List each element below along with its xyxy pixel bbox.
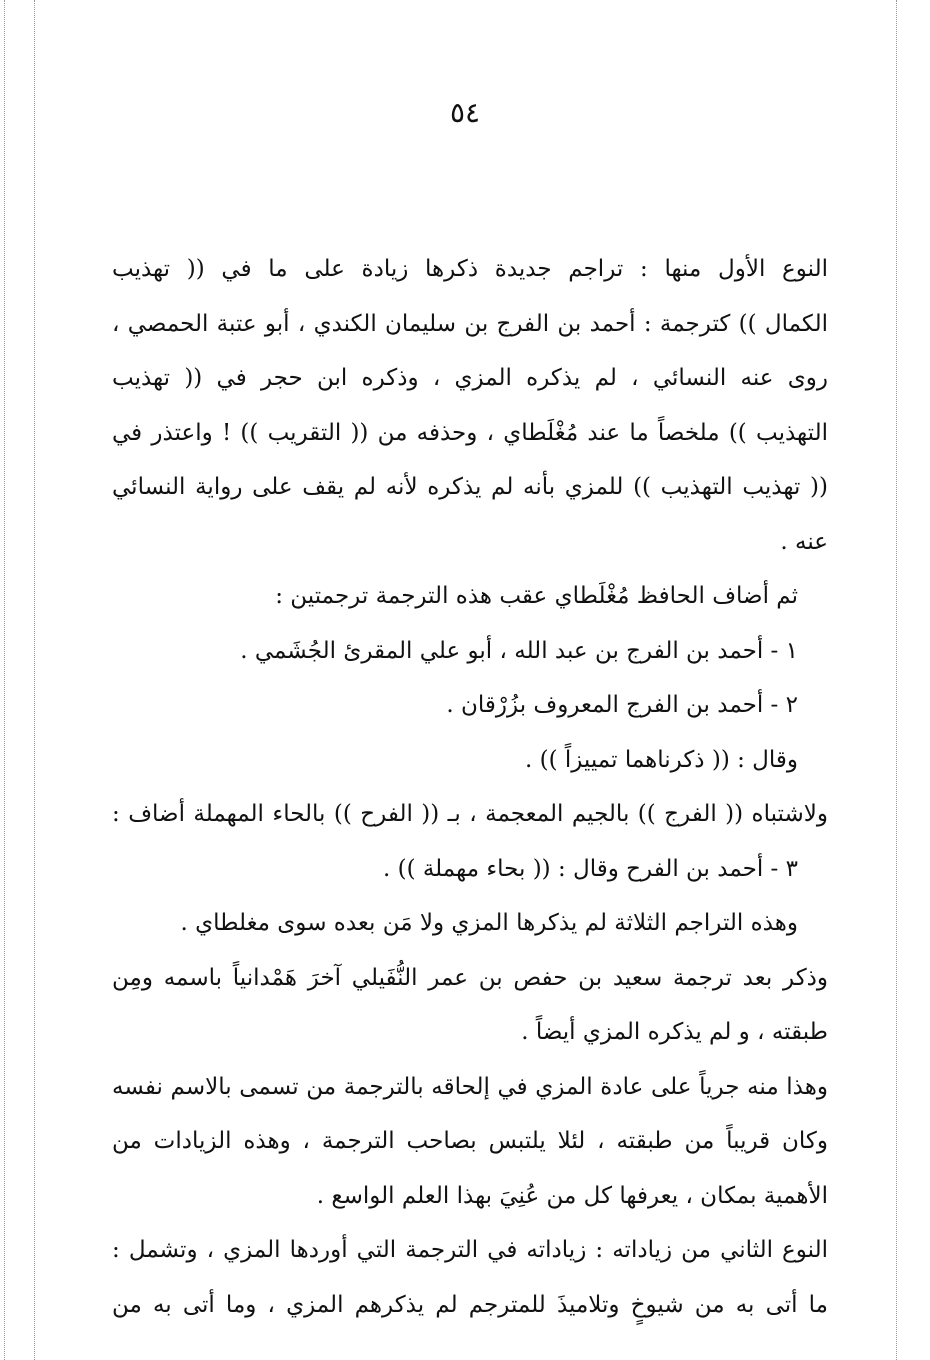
text-line: روى عنه النسائي ، لم يذكره المزي ، وذكره ابن حجر في (( تهذيب (112, 365, 828, 391)
text-line: (( تهذيب التهذيب )) للمزي بأنه لم يذكره لأنه لم يقف على رواية النسائي (112, 474, 828, 500)
text-line: وهذه التراجم الثلاثة لم يذكرها المزي ولا مَن بعده سوى مغلطاي . (180, 910, 798, 936)
text-line: ٣ - أحمد بن الفرح وقال : (( بحاء مهملة )) . (382, 855, 798, 882)
text-line: طبقته ، و لم يذكره المزي أيضاً . (521, 1019, 828, 1045)
text-line: الأهمية بمكان ، يعرفها كل من عُنِيَ بهذا العلم الواسع . (316, 1182, 828, 1209)
text-line: ثم أضاف الحافظ مُغْلَطاي عقب هذه الترجمة ترجمتين : (275, 583, 798, 609)
text-line: التهذيب )) ملخصاً ما عند مُغْلَطاي ، وحذفه من (( التقريب )) ! واعتذر في (112, 419, 828, 446)
text-line: ١ - أحمد بن الفرج بن عبد الله ، أبو علي المقرئ الجُشَمي . (240, 637, 798, 664)
body-text (112, 242, 828, 1332)
text-line: النوع الثاني من زياداته : زياداته في الترجمة التي أوردها المزي ، وتشمل : (112, 1237, 828, 1263)
text-line: الكمال )) كترجمة : أحمد بن الفرج بن سليمان الكندي ، أبو عتبة الحمصي ، (112, 310, 828, 337)
text-line: وذكر بعد ترجمة سعيد بن حفص بن عمر النُّفَيلي آخرَ هَمْدانياً باسمه ومِن (112, 964, 828, 991)
page-number: ٥٤ (449, 96, 481, 129)
text-line: وكان قريباً من طبقته ، لئلا يلتبس بصاحب الترجمة ، وهذه الزيادات من (112, 1128, 828, 1154)
text-line: ولاشتباه (( الفرج )) بالجيم المعجمة ، بـ (( الفرح )) بالحاء المهملة أضاف : (112, 801, 828, 827)
text-line: ٢ - أحمد بن الفرج المعروف بزُرْقان . (446, 692, 798, 718)
left-margin-line-inner (34, 0, 35, 1360)
text-line: النوع الأول منها : تراجم جديدة ذكرها زيادة على ما في (( تهذيب (112, 256, 828, 282)
text-line: وهذا منه جرياً على عادة المزي في إلحاقه بالترجمة من تسمى بالاسم نفسه (112, 1073, 828, 1100)
right-margin-line (896, 0, 897, 1360)
text-line: عنه . (780, 528, 828, 555)
text-line: ما أتى به من شيوخٍ وتلاميذَ للمترجم لم يذكرهم المزي ، وما أتى به من (112, 1291, 828, 1318)
left-margin-line (4, 0, 5, 1360)
text-line: وقال : (( ذكرناهما تمييزاً )) . (524, 746, 798, 773)
